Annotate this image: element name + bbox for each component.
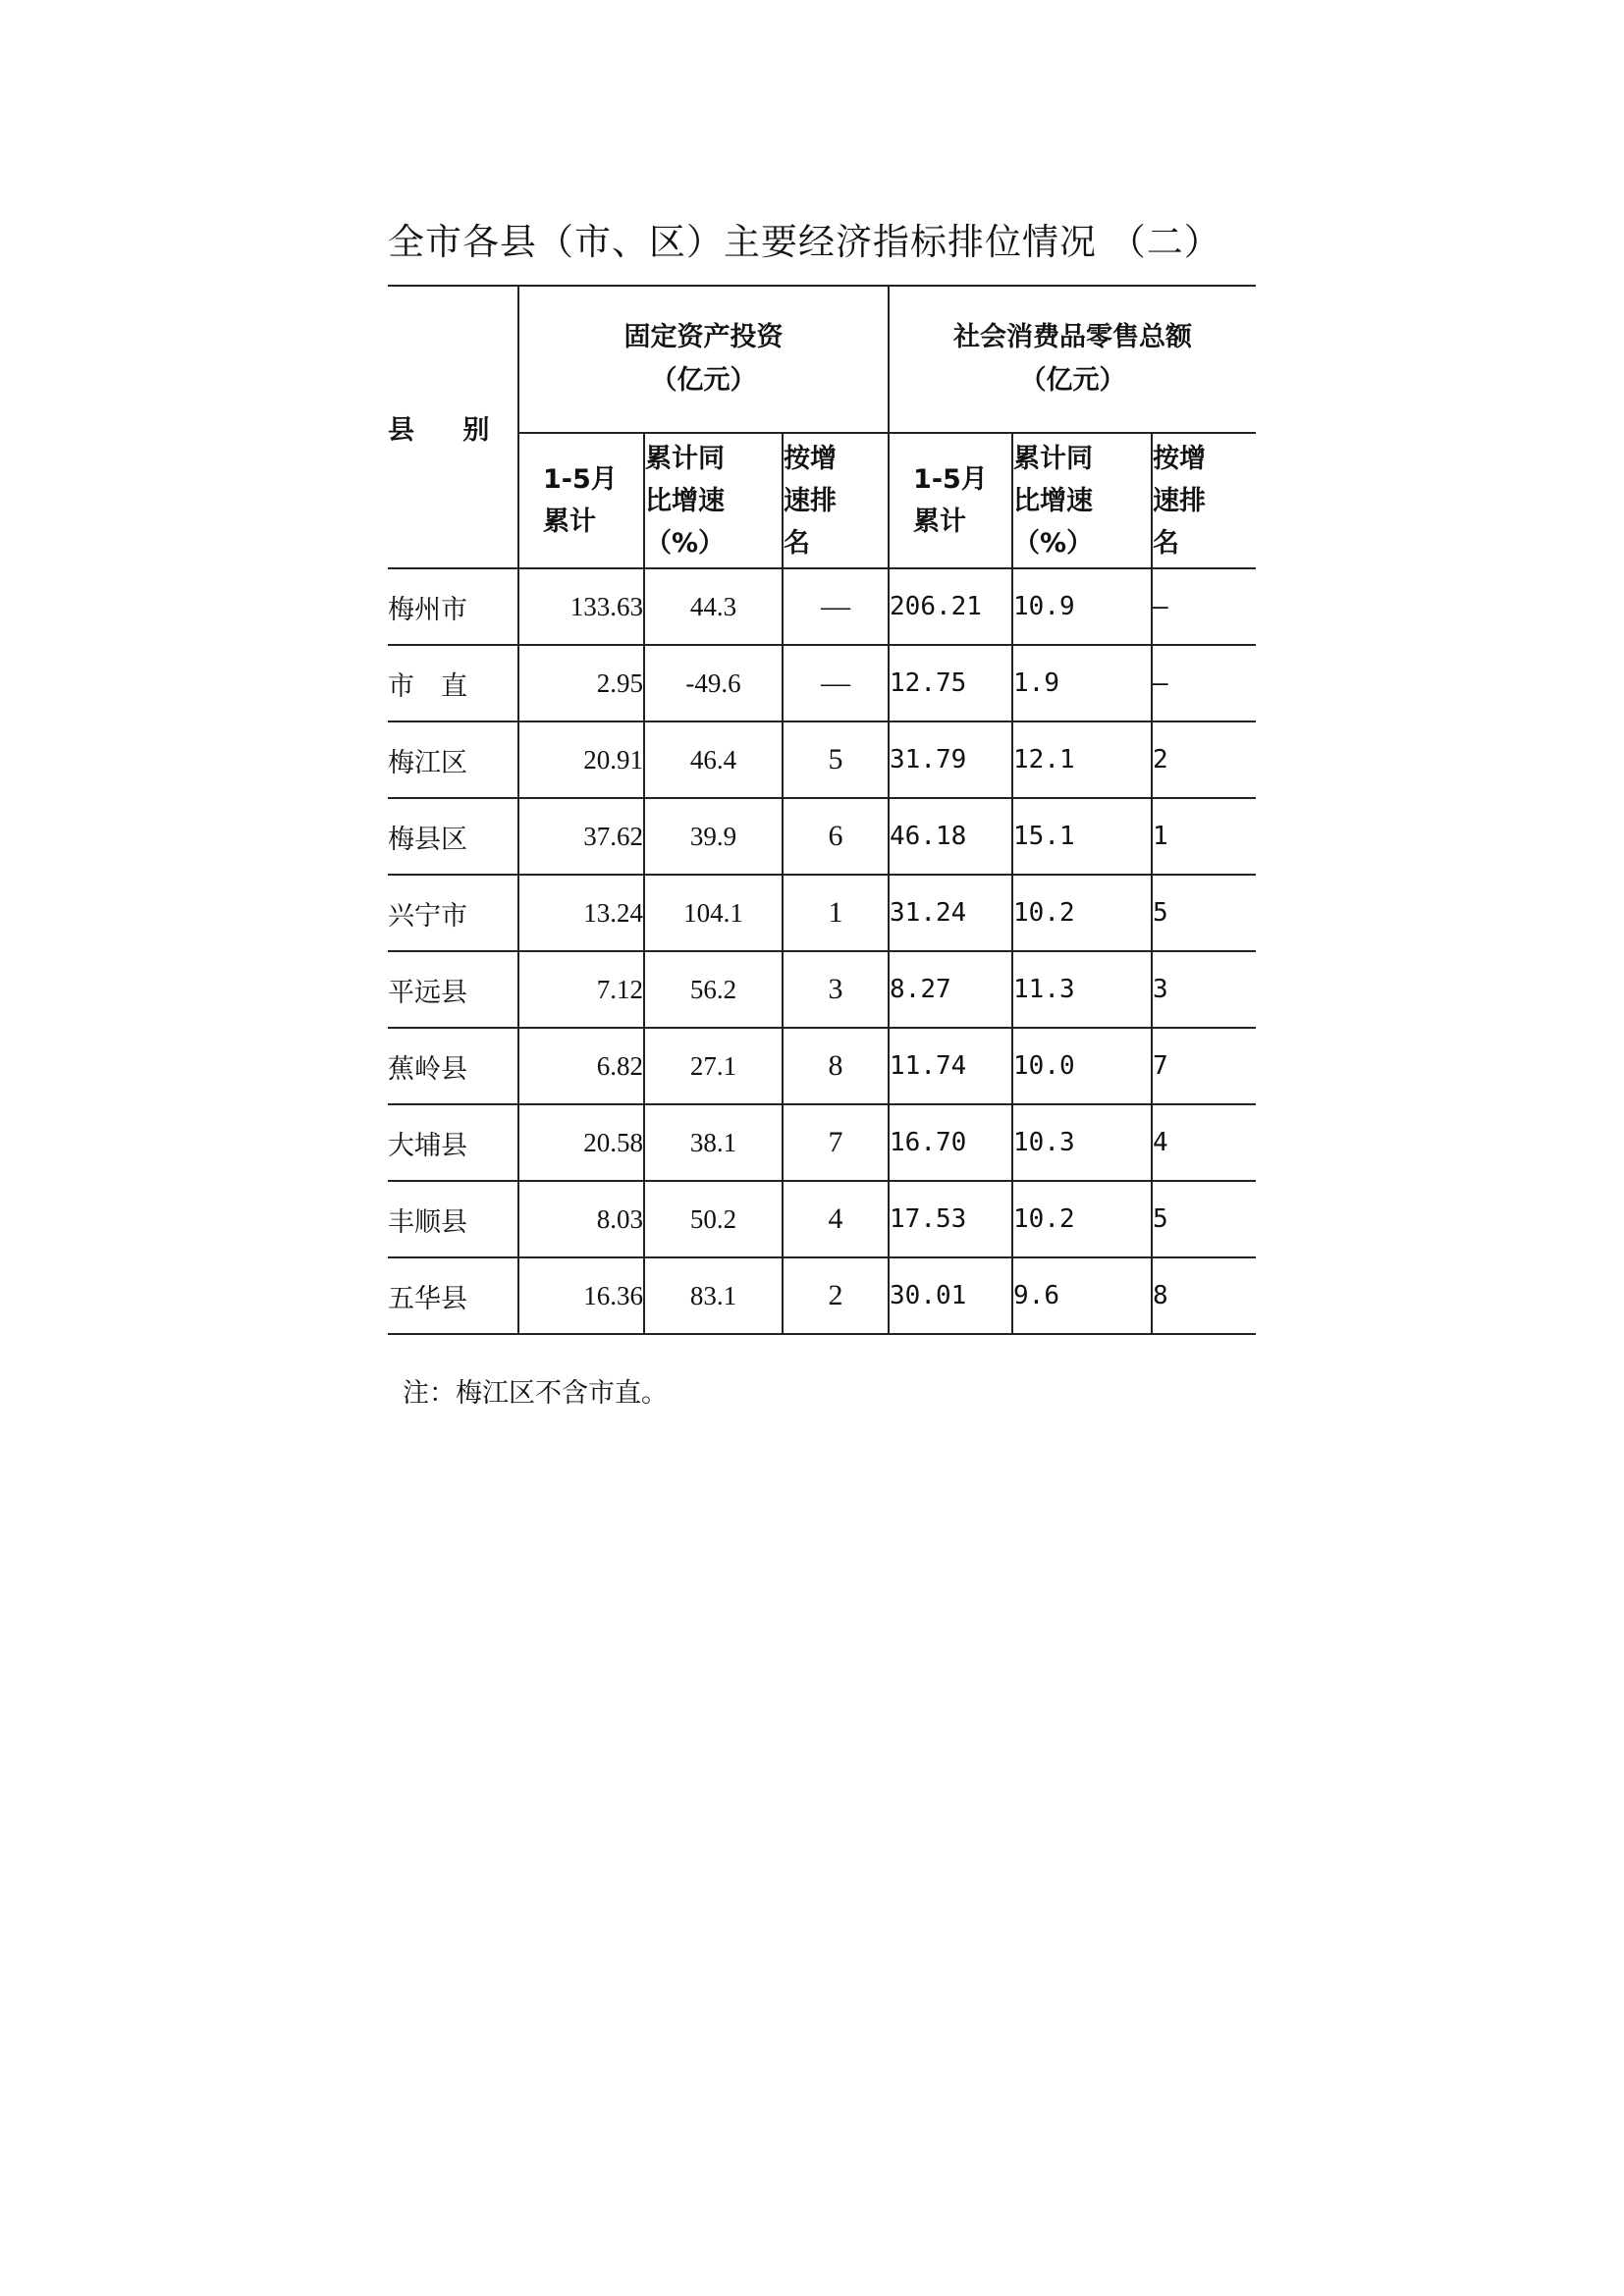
county-cell: 梅江区 (388, 721, 518, 798)
table-row (388, 1028, 1256, 1104)
fa-growth-cell: 46.4 (644, 721, 783, 798)
table-row (388, 1181, 1256, 1257)
fa-rank-cell: 8 (783, 1028, 889, 1104)
rs-amount-cell: 8.27 (889, 951, 1012, 1028)
fa-rank-cell: 6 (783, 798, 889, 875)
fixed-asset-group-title: 固定资产投资 (623, 322, 784, 352)
fa-growth-header: 累计同 比增速 （%） (644, 433, 783, 568)
fa-amount-cell: 7.12 (518, 951, 644, 1028)
county-cell: 蕉岭县 (388, 1028, 518, 1104)
fa-growth-cell: 27.1 (644, 1028, 783, 1104)
fa-growth-cell: 104.1 (644, 875, 783, 951)
retail-sales-group-unit: （亿元） (1019, 365, 1126, 396)
fa-growth-cell: 56.2 (644, 951, 783, 1028)
table-row (388, 951, 1256, 1028)
rs-rank-cell: 5 (1152, 875, 1256, 951)
rs-amount-cell: 46.18 (889, 798, 1012, 875)
county-cell: 梅县区 (388, 798, 518, 875)
table-footnote: 注：梅江区不含市直。 (403, 1378, 668, 1409)
rs-cumulative-header: 1-5月 累计 (889, 433, 1012, 568)
fa-growth-cell: 39.9 (644, 798, 783, 875)
rs-amount-cell: 12.75 (889, 645, 1012, 721)
header-row-sub (388, 433, 1256, 568)
rs-rank-cell: 4 (1152, 1104, 1256, 1181)
rs-rank-cell: — (1152, 568, 1256, 645)
rs-growth-cell: 9.6 (1012, 1257, 1152, 1334)
fa-rank-cell: 1 (783, 875, 889, 951)
stats-table (388, 285, 1256, 1335)
rs-rank-header: 按增 速排 名 (1152, 433, 1256, 568)
fa-amount-cell: 6.82 (518, 1028, 644, 1104)
fa-growth-cell: 38.1 (644, 1104, 783, 1181)
fa-rank-cell: 4 (783, 1181, 889, 1257)
table-row (388, 875, 1256, 951)
rs-growth-cell: 10.2 (1012, 1181, 1152, 1257)
rs-rank-cell: 7 (1152, 1028, 1256, 1104)
fixed-asset-group-unit: （亿元） (650, 365, 757, 396)
fa-rank-cell: — (783, 645, 889, 721)
rs-amount-cell: 31.79 (889, 721, 1012, 798)
rs-amount-cell: 17.53 (889, 1181, 1012, 1257)
table-row (388, 1257, 1256, 1334)
county-cell: 大埔县 (388, 1104, 518, 1181)
rs-growth-cell: 12.1 (1012, 721, 1152, 798)
fa-amount-cell: 2.95 (518, 645, 644, 721)
fa-rank-cell: 2 (783, 1257, 889, 1334)
county-column-header: 县 别 (388, 286, 518, 568)
county-cell: 平远县 (388, 951, 518, 1028)
rs-amount-cell: 31.24 (889, 875, 1012, 951)
fa-amount-cell: 13.24 (518, 875, 644, 951)
rs-growth-cell: 10.9 (1012, 568, 1152, 645)
rs-rank-cell: 2 (1152, 721, 1256, 798)
fa-rank-cell: 5 (783, 721, 889, 798)
fa-growth-cell: 83.1 (644, 1257, 783, 1334)
fa-amount-cell: 133.63 (518, 568, 644, 645)
fa-growth-cell: 50.2 (644, 1181, 783, 1257)
page-title: 全市各县（市、区）主要经济指标排位情况 （二） (388, 221, 1221, 263)
fa-amount-cell: 37.62 (518, 798, 644, 875)
county-cell: 市 直 (388, 645, 518, 721)
table-row (388, 1104, 1256, 1181)
retail-sales-group-title: 社会消费品零售总额 (953, 322, 1193, 352)
county-cell: 梅州市 (388, 568, 518, 645)
rs-growth-cell: 10.0 (1012, 1028, 1152, 1104)
table-row (388, 721, 1256, 798)
fa-growth-cell: -49.6 (644, 645, 783, 721)
fa-amount-cell: 20.58 (518, 1104, 644, 1181)
rs-growth-cell: 1.9 (1012, 645, 1152, 721)
rs-amount-cell: 206.21 (889, 568, 1012, 645)
table-row (388, 645, 1256, 721)
rs-rank-cell: 1 (1152, 798, 1256, 875)
county-cell: 兴宁市 (388, 875, 518, 951)
fa-growth-cell: 44.3 (644, 568, 783, 645)
fa-rank-cell: 3 (783, 951, 889, 1028)
fa-cumulative-header: 1-5月 累计 (518, 433, 644, 568)
fa-rank-cell: — (783, 568, 889, 645)
rs-rank-cell: 5 (1152, 1181, 1256, 1257)
rs-rank-cell: — (1152, 645, 1256, 721)
rs-amount-cell: 30.01 (889, 1257, 1012, 1334)
fa-rank-header: 按增 速排 名 (783, 433, 889, 568)
stats-table-container (388, 285, 1256, 1335)
table-row (388, 568, 1256, 645)
fa-amount-cell: 8.03 (518, 1181, 644, 1257)
rs-growth-cell: 10.3 (1012, 1104, 1152, 1181)
header-row-groups (388, 286, 1256, 433)
rs-growth-cell: 11.3 (1012, 951, 1152, 1028)
table-row (388, 798, 1256, 875)
fa-amount-cell: 20.91 (518, 721, 644, 798)
fa-amount-cell: 16.36 (518, 1257, 644, 1334)
rs-growth-cell: 15.1 (1012, 798, 1152, 875)
rs-amount-cell: 11.74 (889, 1028, 1012, 1104)
rs-growth-header: 累计同 比增速 （%） (1012, 433, 1152, 568)
rs-amount-cell: 16.70 (889, 1104, 1012, 1181)
fa-rank-cell: 7 (783, 1104, 889, 1181)
county-cell: 丰顺县 (388, 1181, 518, 1257)
rs-rank-cell: 3 (1152, 951, 1256, 1028)
fixed-asset-group-header (518, 286, 889, 433)
rs-growth-cell: 10.2 (1012, 875, 1152, 951)
county-cell: 五华县 (388, 1257, 518, 1334)
rs-rank-cell: 8 (1152, 1257, 1256, 1334)
retail-sales-group-header (889, 286, 1256, 433)
